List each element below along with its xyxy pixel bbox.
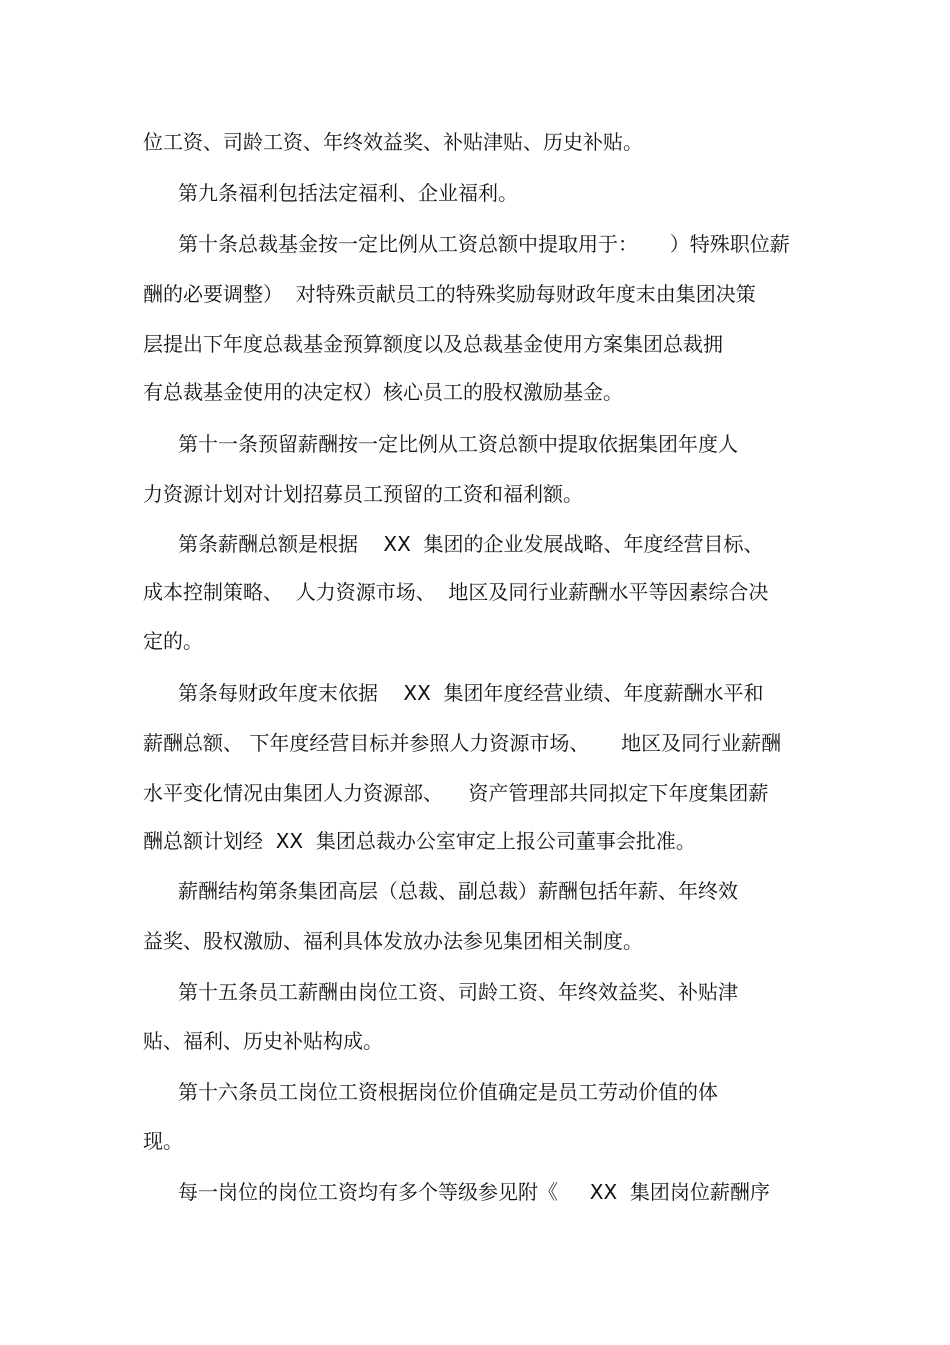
text-line-1: 位工资、司龄工资、年终效益奖、补贴津贴、历史补贴。	[143, 130, 643, 154]
text-line-9: 第条薪酬总额是根据 XX 集团的企业发展战略、年度经营目标、	[178, 532, 764, 556]
text-line-19: 贴、福利、历史补贴构成。	[143, 1029, 383, 1053]
text-line-17: 益奖、股权激励、福利具体发放办法参见集团相关制度。	[143, 929, 643, 953]
text-line-3: 第十条总裁基金按一定比例从工资总额中提取用于： ）特殊职位薪	[178, 232, 790, 256]
text-line-11: 定的。	[143, 629, 203, 653]
text-line-2: 第九条福利包括法定福利、企业福利。	[178, 181, 518, 205]
text-line-20: 第十六条员工岗位工资根据岗位价值确定是员工劳动价值的体	[178, 1080, 718, 1104]
text-line-12: 第条每财政年度末依据 XX 集团年度经营业绩、年度薪酬水平和	[178, 681, 764, 705]
text-line-16: 薪酬结构第条集团高层（总裁、副总裁）薪酬包括年薪、年终效	[178, 879, 738, 903]
text-line-21: 现。	[143, 1129, 183, 1153]
text-line-13: 薪酬总额、 下年度经营目标并参照人力资源市场、 地区及同行业薪酬	[143, 731, 782, 755]
text-line-7: 第十一条预留薪酬按一定比例从工资总额中提取依据集团年度人	[178, 432, 738, 456]
text-line-22: 每一岗位的岗位工资均有多个等级参见附《 XX 集团岗位薪酬序	[178, 1180, 770, 1204]
text-line-8: 力资源计划对计划招募员工预留的工资和福利额。	[143, 482, 583, 506]
text-line-5: 层提出下年度总裁基金预算额度以及总裁基金使用方案集团总裁拥	[143, 332, 723, 356]
text-line-10: 成本控制策略、 人力资源市场、 地区及同行业薪酬水平等因素综合决	[143, 580, 769, 604]
text-line-18: 第十五条员工薪酬由岗位工资、司龄工资、年终效益奖、补贴津	[178, 980, 738, 1004]
text-line-4: 酬的必要调整） 对特殊贡献员工的特殊奖励每财政年度末由集团决策	[143, 282, 756, 306]
text-line-15: 酬总额计划经 XX 集团总裁办公室审定上报公司董事会批准。	[143, 829, 696, 853]
text-line-14: 水平变化情况由集团人力资源部、 资产管理部共同拟定下年度集团薪	[143, 781, 769, 805]
text-line-6: 有总裁基金使用的决定权）核心员工的股权激励基金。	[143, 380, 623, 404]
